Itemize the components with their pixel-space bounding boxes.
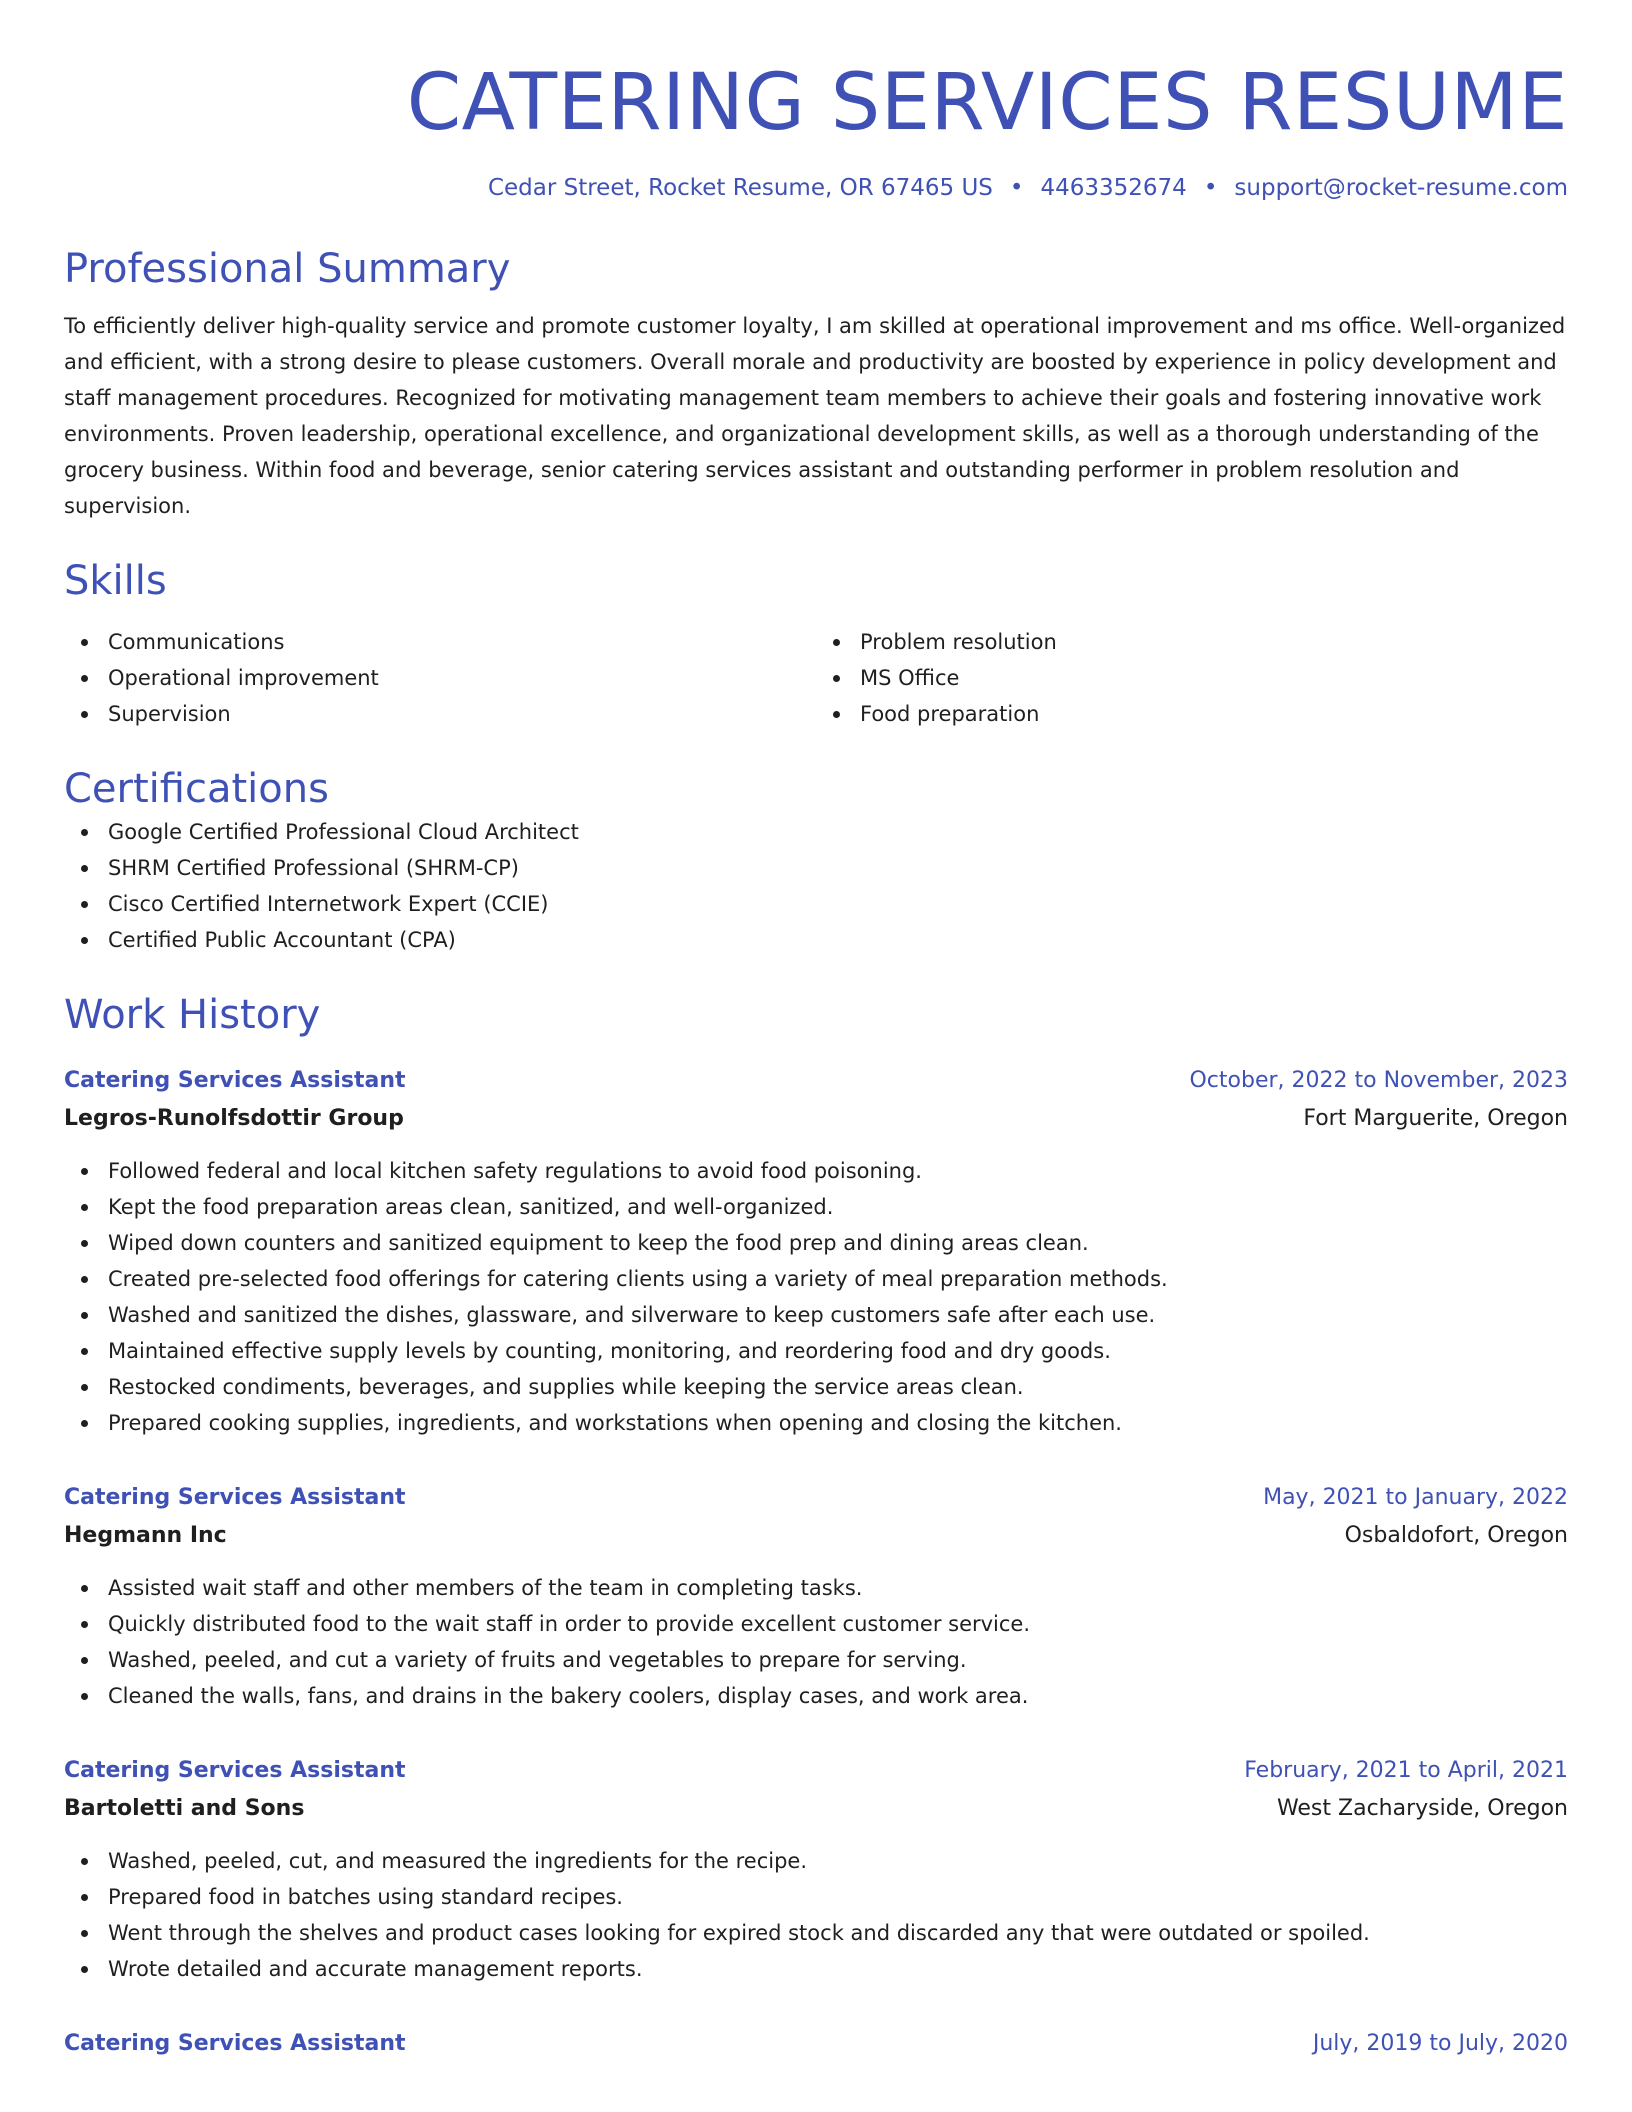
- job-location: Fort Marguerite, Oregon: [1303, 1106, 1568, 1131]
- contact-address: Cedar Street, Rocket Resume, OR 67465 US: [487, 175, 993, 201]
- job-dates: May, 2021 to January, 2022: [1263, 1485, 1568, 1510]
- contact-phone: 4463352674: [1040, 175, 1187, 201]
- job-duty-item: Prepared food in batches using standard recipes.: [108, 1879, 1568, 1915]
- certifications-list: [64, 814, 1568, 958]
- certifications-heading: Certifications: [64, 766, 329, 812]
- job-title: Catering Services Assistant: [64, 1485, 406, 1510]
- job-duty-item: Maintained effective supply levels by counting, monitoring, and reordering food and dry goods.: [108, 1333, 1568, 1369]
- certification-item: Certified Public Accountant (CPA): [108, 922, 1568, 958]
- work-history-heading: Work History: [64, 992, 321, 1038]
- job-company: Hegmann Inc: [64, 1523, 227, 1548]
- job-duty-item: Created pre-selected food offerings for catering clients using a variety of meal preparation methods.: [108, 1261, 1568, 1297]
- job-header-row: [64, 2025, 1568, 2063]
- skill-item: Operational improvement: [108, 660, 816, 696]
- contact-separator: •: [1203, 175, 1218, 201]
- job-duty-item: Cleaned the walls, fans, and drains in the bakery coolers, display cases, and work area.: [108, 1678, 1568, 1714]
- job-duty-item: Went through the shelves and product cases looking for expired stock and discarded any that were outdated or spoiled.: [108, 1915, 1568, 1951]
- job-dates: October, 2022 to November, 2023: [1189, 1068, 1568, 1093]
- job-location: Osbaldofort, Oregon: [1344, 1523, 1568, 1548]
- skill-item: Supervision: [108, 696, 816, 732]
- job-duty-item: Restocked condiments, beverages, and supplies while keeping the service areas clean.: [108, 1369, 1568, 1405]
- job-header-row: [64, 1062, 1568, 1100]
- skill-item: MS Office: [860, 660, 1568, 696]
- job-dates: July, 2019 to July, 2020: [1312, 2031, 1568, 2056]
- job-duties-list: [64, 1843, 1568, 1987]
- skills-columns: [64, 624, 1568, 732]
- job-entry: [64, 1752, 1568, 1987]
- job-company: Legros-Runolfsdottir Group: [64, 1106, 404, 1131]
- job-dates: February, 2021 to April, 2021: [1244, 1758, 1568, 1783]
- contact-line: [64, 172, 1568, 204]
- certification-item: Google Certified Professional Cloud Architect: [108, 814, 1568, 850]
- job-company-row: [64, 1517, 1568, 1555]
- job-duty-item: Washed, peeled, and cut a variety of fruits and vegetables to prepare for serving.: [108, 1642, 1568, 1678]
- job-entry: [64, 2025, 1568, 2063]
- job-title: Catering Services Assistant: [64, 1068, 406, 1093]
- skill-item: Communications: [108, 624, 816, 660]
- contact-email: support@rocket-resume.com: [1234, 175, 1568, 201]
- job-entry: [64, 1479, 1568, 1714]
- skill-item: Problem resolution: [860, 624, 1568, 660]
- job-duty-item: Quickly distributed food to the wait staff in order to provide excellent customer service.: [108, 1606, 1568, 1642]
- job-duty-item: Wrote detailed and accurate management reports.: [108, 1951, 1568, 1987]
- job-company-row: [64, 1100, 1568, 1138]
- resume-page: [64, 0, 1568, 2063]
- job-title: Catering Services Assistant: [64, 1758, 406, 1783]
- certification-item: SHRM Certified Professional (SHRM-CP): [108, 850, 1568, 886]
- summary-heading: Professional Summary: [64, 246, 511, 292]
- job-duty-item: Wiped down counters and sanitized equipment to keep the food prep and dining areas clean.: [108, 1225, 1568, 1261]
- job-duties-list: [64, 1570, 1568, 1714]
- job-company: Bartoletti and Sons: [64, 1796, 305, 1821]
- contact-separator: •: [1009, 175, 1024, 201]
- job-duty-item: Washed, peeled, cut, and measured the ingredients for the recipe.: [108, 1843, 1568, 1879]
- job-header-row: [64, 1752, 1568, 1790]
- certification-item: Cisco Certified Internetwork Expert (CCIE): [108, 886, 1568, 922]
- skills-heading: Skills: [64, 558, 167, 604]
- job-duty-item: Washed and sanitized the dishes, glassware, and silverware to keep customers safe after each use.: [108, 1297, 1568, 1333]
- job-location: West Zacharyside, Oregon: [1276, 1796, 1568, 1821]
- job-entry: [64, 1062, 1568, 1441]
- skills-list-right: [816, 624, 1568, 732]
- job-title: Catering Services Assistant: [64, 2031, 406, 2056]
- job-duty-item: Assisted wait staff and other members of the team in completing tasks.: [108, 1570, 1568, 1606]
- summary-text: To efficiently deliver high-quality service and promote customer loyalty, I am skilled at operational improvement and ms office. Well-organized and efficient, with a strong desire to please customers. Overall morale and productivity are boosted by experience in policy development and staff management procedures. Recognized for motivating management team members to achieve their goals and fostering innovative work environments. Proven leadership, operational excellence, and organizational development skills, as well as a thorough understanding of the grocery business. Within food and beverage, senior catering services assistant and outstanding performer in problem resolution and supervision.: [64, 314, 1566, 518]
- job-company-row: [64, 1790, 1568, 1828]
- job-header-row: [64, 1479, 1568, 1517]
- skills-list-left: [64, 624, 816, 732]
- job-duty-item: Prepared cooking supplies, ingredients, and workstations when opening and closing the kitchen.: [108, 1405, 1568, 1441]
- job-duty-item: Kept the food preparation areas clean, sanitized, and well-organized.: [108, 1189, 1568, 1225]
- skill-item: Food preparation: [860, 696, 1568, 732]
- resume-title: CATERING SERVICES RESUME: [406, 58, 1568, 148]
- job-duties-list: [64, 1153, 1568, 1441]
- job-duty-item: Followed federal and local kitchen safety regulations to avoid food poisoning.: [108, 1153, 1568, 1189]
